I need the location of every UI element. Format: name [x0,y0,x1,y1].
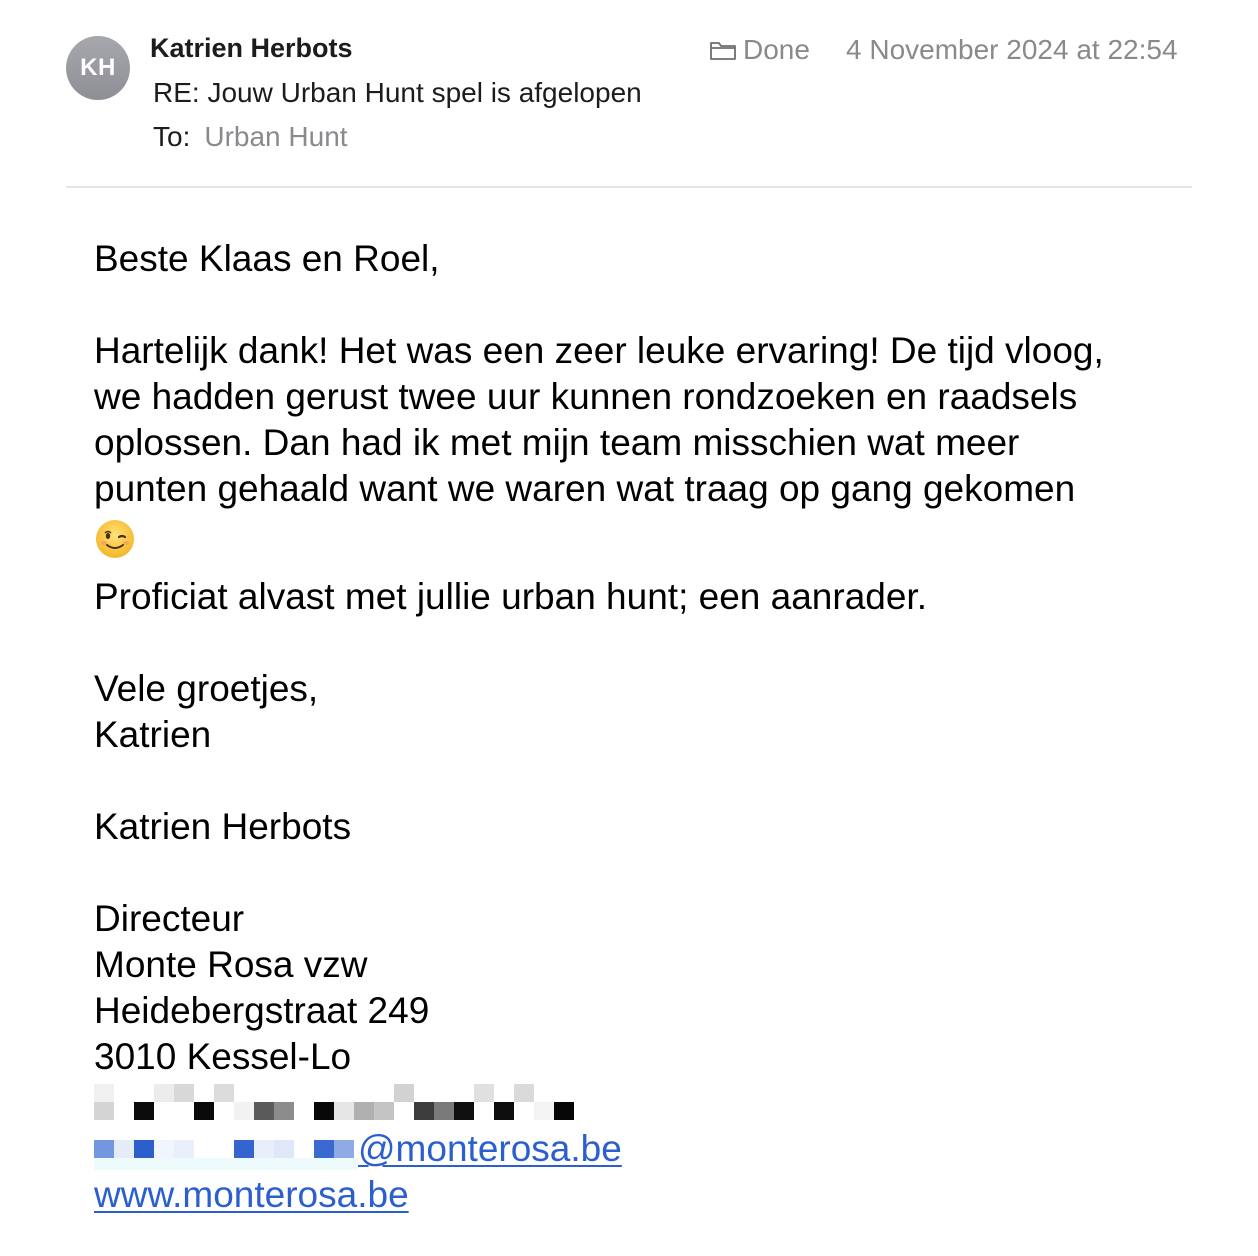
signature-street: Heidebergstraat 249 [94,990,430,1031]
website-link[interactable]: www.monterosa.be [94,1174,409,1215]
signoff: Vele groetjes, [94,668,319,709]
message-body [94,236,1224,1218]
signature-organization: Monte Rosa vzw [94,944,368,985]
paragraph-line: we hadden gerust twee uur kunnen rondzoeken en raadsels [94,376,1078,417]
signature-website[interactable] [94,1172,1224,1218]
mailbox-folder[interactable] [709,34,810,66]
folder-icon [709,39,737,61]
folder-label: Done [743,34,810,65]
paragraph-line: punten gehaald want we waren wat traag op gang gekomen [94,468,1076,509]
sender-name[interactable]: Katrien Herbots [150,33,353,63]
signature-title: Directeur [94,898,245,939]
message-subject: RE: Jouw Urban Hunt spel is afgelopen [153,77,642,108]
message-date: 4 November 2024 at 22:54 [846,34,1178,65]
recipient-name[interactable]: Urban Hunt [204,121,348,152]
email-domain-link[interactable]: @monterosa.be [358,1128,622,1169]
redacted-email-user [94,1126,358,1172]
signature-city: 3010 Kessel-Lo [94,1036,352,1077]
signature-email[interactable] [94,1126,1224,1172]
header-divider [66,186,1192,188]
winking-face-icon [94,518,136,560]
message-header [0,0,1258,188]
paragraph-line: Hartelijk dank! Het was een zeer leuke ervaring! De tijd vloog, [94,330,1104,371]
closing-line: Proficiat alvast met jullie urban hunt; een aanrader. [94,576,927,617]
spacer [94,620,1224,666]
signature-name: Katrien Herbots [94,806,352,847]
spacer [94,282,1224,328]
sender-avatar[interactable] [66,36,130,100]
recipient-row [153,121,348,153]
paragraph-line: oplossen. Dan had ik met mijn team misschien wat meer [94,422,1020,463]
spacer [94,758,1224,804]
to-label: To: [153,121,191,152]
redacted-phone [94,1080,1224,1126]
spacer [94,850,1224,896]
greeting: Beste Klaas en Roel, [94,238,440,279]
avatar-initials: KH [80,54,116,81]
emoji-line [94,518,1224,574]
signoff-name: Katrien [94,714,212,755]
